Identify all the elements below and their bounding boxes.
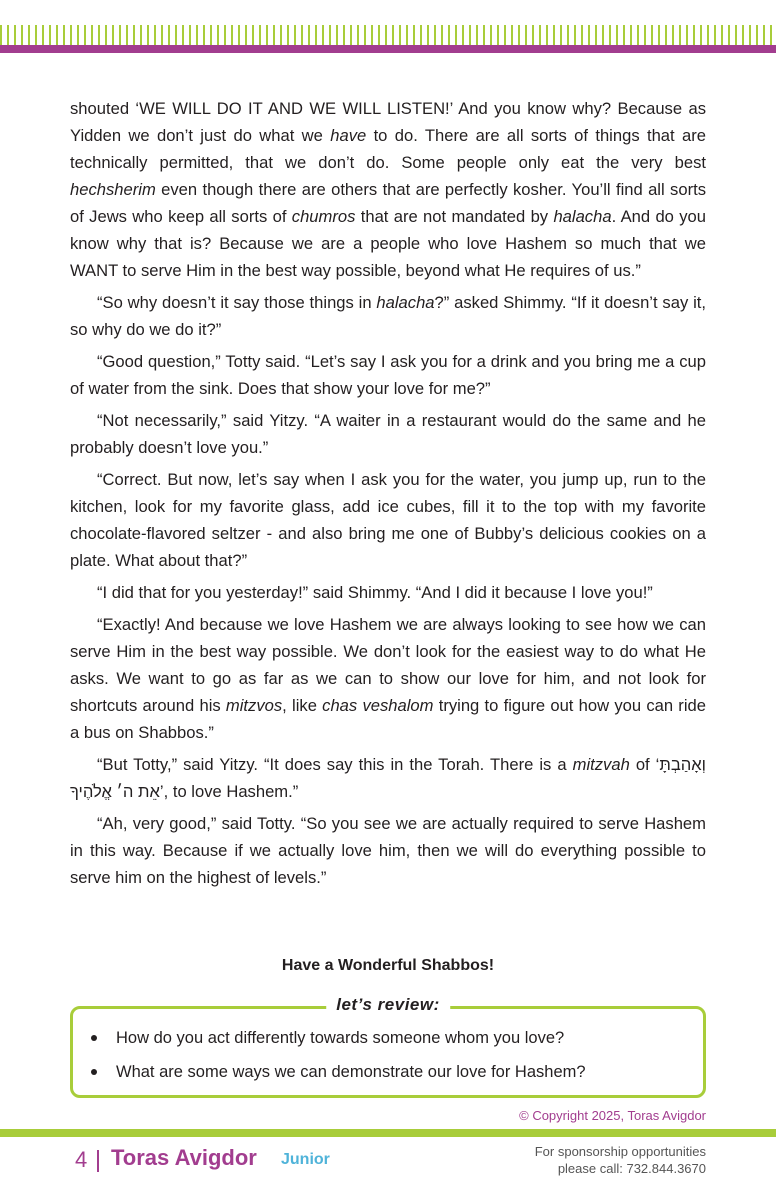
sponsor-phone: please call: 732.844.3670 — [557, 1161, 706, 1176]
text-run: “Good question,” Totty said. “Let’s say I ask you for a drink and you bring me a cup of water from the sink. Does that show your love for me?” — [70, 352, 706, 398]
brand-logo-junior: Junior — [281, 1151, 330, 1168]
text-run: “Not necessarily,” said Yitzy. “A waiter in a restaurant would do the same and he probably doesn’t love you.” — [70, 411, 706, 457]
text-run: to do. There are all sorts of things that are technically permitted, that we don’t do. Some people only eat the very best — [70, 126, 706, 172]
text-run: ?” asked Shimmy. “If it doesn’t say it, so why do we do it?” — [70, 293, 706, 339]
italic-term: have — [330, 126, 367, 145]
story-paragraph — [70, 579, 706, 606]
text-run: “Ah, very good,” said Totty. “So you see we are actually required to serve Hashem in this way. Because if we actually love him, then we will do everything possible to serve him on the highest of levels.” — [70, 814, 706, 887]
brand-logo-main: Toras Avigdor — [111, 1145, 257, 1170]
text-run: that are not mandated by — [355, 207, 554, 226]
italic-term: mitzvah — [572, 755, 630, 774]
story-paragraph — [70, 751, 706, 805]
review-item: What are some ways we can demonstrate our love for Hashem? — [89, 1061, 586, 1095]
italic-term: hechsherim — [70, 180, 156, 199]
sponsor-line: For sponsorship opportunities — [534, 1144, 706, 1159]
text-run: even though there are others that are perfectly kosher. You’ll find all sorts of Jews who keep all sorts of — [70, 180, 706, 226]
text-run: . And do you know why that is? Because we are a people who love Hashem so much that we WANT to serve Him in the best way possible, beyond what He requires of us.” — [70, 207, 706, 280]
story-paragraph — [70, 810, 706, 891]
page-number: 4 — [75, 1147, 88, 1172]
review-item: How do you act differently towards someone whom you love? — [89, 1027, 586, 1061]
review-list — [89, 1027, 586, 1095]
story-body — [70, 95, 706, 896]
story-paragraph — [70, 289, 706, 343]
top-accent-bar — [0, 45, 776, 53]
text-run: “I did that for you yesterday!” said Shimmy. “And I did it because I love you!” — [97, 583, 653, 602]
text-run: , like — [282, 696, 323, 715]
italic-term: mitzvos — [225, 696, 283, 715]
text-run: “So why doesn’t it say those things in — [97, 293, 377, 312]
top-tick-border — [0, 25, 776, 45]
review-title: let’s review: — [326, 995, 450, 1015]
text-run: “Correct. But now, let’s say when I ask you for the water, you jump up, run to the kitchen, look for my favorite glass, add ice cubes, fill it to the top with my favorite chocolate-flavored seltzer - and also bring me one of Bubby’s delicious cookies on a plate. What about that?” — [70, 470, 706, 570]
review-box — [70, 995, 706, 1098]
italic-term: halacha — [553, 207, 612, 226]
story-paragraph — [70, 466, 706, 574]
story-paragraph — [70, 95, 706, 284]
text-run: trying to figure out how you can ride a bus on Shabbos.” — [70, 696, 706, 742]
story-paragraph — [70, 407, 706, 461]
closing-line: Have a Wonderful Shabbos! — [281, 957, 495, 974]
sponsor-info — [535, 1143, 706, 1177]
bottom-accent-bar — [0, 1129, 776, 1137]
story-paragraph — [70, 348, 706, 402]
italic-term: chumros — [291, 207, 356, 226]
footer-divider — [97, 1150, 99, 1172]
copyright-notice: © Copyright 2025, Toras Avigdor — [519, 1108, 706, 1123]
italic-term: chas veshalom — [322, 696, 434, 715]
text-run: “But Totty,” said Yitzy. “It does say this in the Torah. There is a — [97, 755, 573, 774]
text-run: “Exactly! And because we love Hashem we are always looking to see how we can serve Him in the best way possible. We don’t look for the easiest way to do what He asks. We want to go as far as we can to show our love for him, and not look for shortcuts around his — [70, 615, 706, 715]
italic-term: halacha — [376, 293, 435, 312]
text-run: shouted ‘WE WILL DO IT AND WE WILL LISTEN!’ And you know why? Because as Yidden we don’t just do what we — [70, 99, 706, 145]
text-run: of ‘וְאָהַבְתָּ אֵת ה׳ אֱלֹהֶיךָ’, to love Hashem.” — [70, 755, 706, 801]
story-paragraph — [70, 611, 706, 746]
